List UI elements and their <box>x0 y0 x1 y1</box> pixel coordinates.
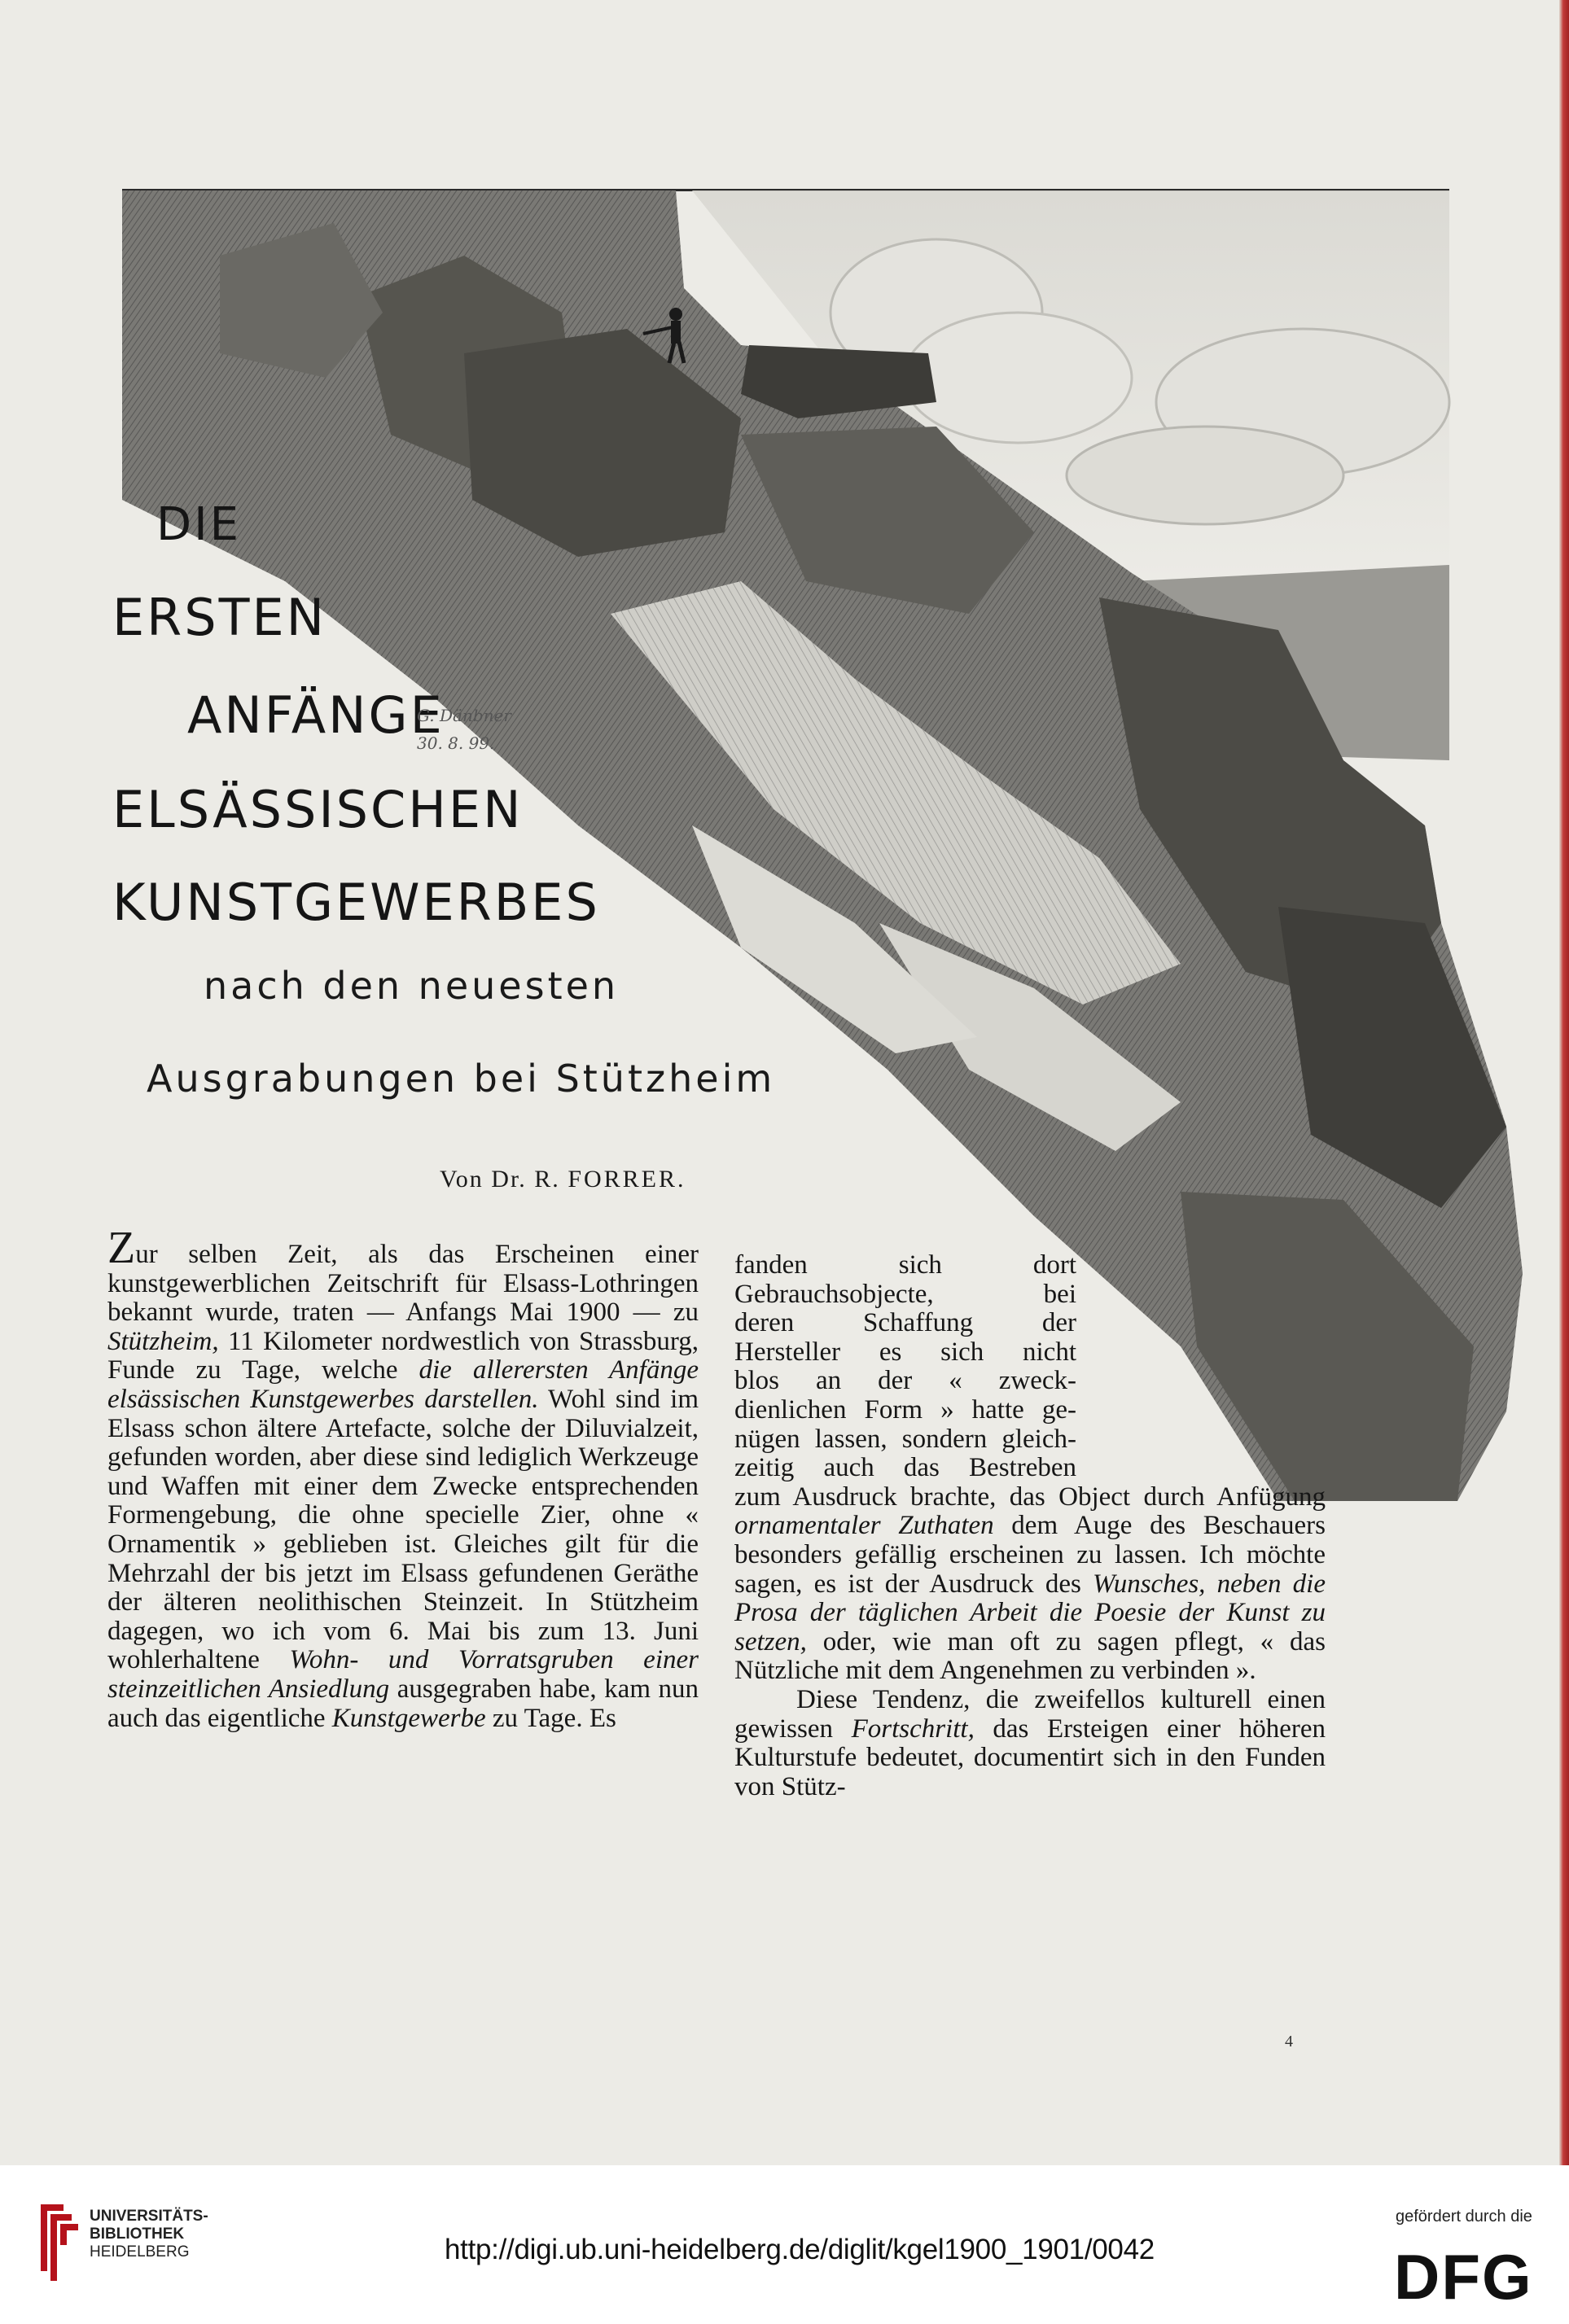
dfg-logo: DFG <box>1394 2241 1533 2313</box>
title-line-2: ERSTEN <box>112 588 327 647</box>
text-line: zeitig auch das Bestreben <box>734 1453 1076 1483</box>
article-column-left <box>107 1223 699 1733</box>
drop-cap: Z <box>107 1223 136 1273</box>
text-line: blos an der « zweck- <box>734 1366 1076 1396</box>
title-line-4: ELSÄSSISCHEN <box>112 780 524 839</box>
text-line: deren Schaffung der <box>734 1308 1076 1338</box>
title-line-1: DIE <box>156 498 242 551</box>
text-line: fanden sich dort <box>734 1250 1076 1280</box>
digital-url-link[interactable]: http://digi.ub.uni-heidelberg.de/diglit/kgel1900_1901/0042 <box>445 2234 1155 2265</box>
artist-signature: G. Dänbner 30. 8. 99. <box>417 706 511 753</box>
byline: Von Dr. R. FORRER. <box>440 1166 686 1193</box>
paragraph: Diese Tendenz, die zweifellos kulturell einen gewissen Fortschritt, das Ersteigen einer höheren Kulturstufe bedeutet, documentirt sich in den Funden von Stütz- <box>734 1684 1326 1801</box>
page-number: 4 <box>1285 2033 1293 2050</box>
page-binding-edge <box>1559 0 1569 2165</box>
library-name: UNIVERSITÄTS- BIBLIOTHEK HEIDELBERG <box>90 2208 208 2261</box>
text-line: Hersteller es sich nicht <box>734 1337 1076 1367</box>
university-library-logo-icon <box>31 2196 80 2286</box>
title-line-3: ANFÄNGE <box>187 685 445 745</box>
paragraph: Zur selben Zeit, als das Erscheinen einer kunstgewerblichen Zeitschrift für Elsass-Lothringen bekannt wurde, traten — Anfangs Mai 1900 — zu Stützheim, 11 Kilometer nordwestlich von Strassburg, Funde zu Tage, welche die allerersten Anfänge elsässischen Kunstgewerbes darstellen. Wohl sind im Elsass schon ältere Artefacte, solche der Diluvialzeit, gefunden worden, aber diese sind lediglich Werkzeuge und Waffen mit einer dem Zwecke entsprechenden Formengebung, die ohne specielle Zier, ohne « Ornamentik » geblieben ist. Gleiches gilt für die Mehrzahl der bis jetzt im Elsass gefundenen Geräthe der älteren neolithischen Steinzeit. In Stützheim dagegen, wo ich vom 6. Mai bis zum 13. Juni wohlerhaltene Wohn- und Vorratsgruben einer steinzeitlichen Ansiedlung ausgegraben habe, kam nun auch das eigentliche Kunstgewerbe zu Tage. Es <box>107 1223 699 1733</box>
funding-label: gefördert durch die <box>1396 2208 1532 2226</box>
footer-bar <box>0 2165 1569 2324</box>
subtitle-line-1: nach den neuesten <box>204 964 620 1008</box>
title-line-5: KUNSTGEWERBES <box>112 873 600 932</box>
text-line: Gebrauchsobjecte, bei <box>734 1279 1076 1309</box>
article-column-right <box>734 1251 1326 1801</box>
text-line: dienlichen Form » hatte ge- <box>734 1394 1076 1425</box>
subtitle-line-2: Ausgrabungen bei Stützheim <box>147 1057 776 1101</box>
text-line: nügen lassen, sondern gleich- <box>734 1424 1076 1454</box>
paragraph: zum Ausdruck brachte, das Object durch Anfügung ornamentaler Zuthaten dem Auge des Beschauers besonders gefällig erscheinen zu lassen. Ich möchte sagen, es ist der Ausdruck des Wunsches, neben die Prosa der täglichen Arbeit die Poesie der Kunst zu setzen, oder, wie man oft zu sagen pflegt, « das Nützliche mit dem Angenehmen zu verbinden ». <box>734 1481 1326 1686</box>
